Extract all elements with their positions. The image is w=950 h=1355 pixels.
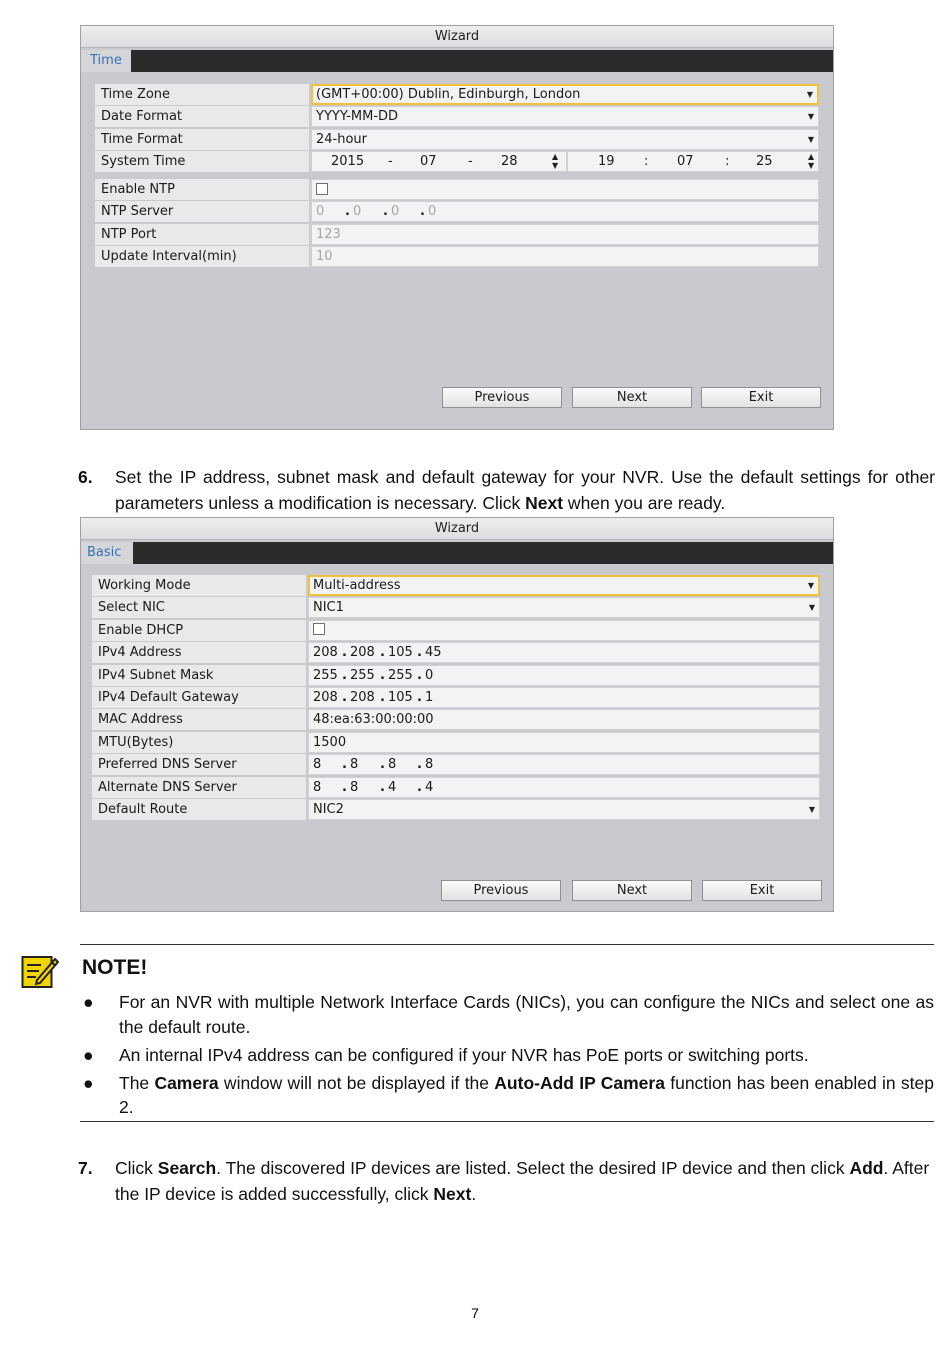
enable-ntp-label: Enable NTP xyxy=(95,179,309,200)
ip-dot: . xyxy=(417,667,422,683)
ip-octet: 0 xyxy=(316,204,325,220)
ip-octet: 8 xyxy=(350,757,359,773)
step-number: 6. xyxy=(78,467,93,487)
chevron-down-icon: ▼ xyxy=(808,603,815,613)
tab-bar xyxy=(81,50,833,72)
tab-bar xyxy=(81,542,833,564)
ip-octet: 208 xyxy=(350,689,375,705)
mtu-label: MTU(Bytes) xyxy=(92,732,306,753)
wizard-time-window xyxy=(80,25,834,430)
spin-up-icon[interactable]: ▲ xyxy=(808,152,815,162)
time-format-label: Time Format xyxy=(95,129,309,150)
system-time-label: System Time xyxy=(95,151,309,172)
step-7 xyxy=(78,1155,935,1207)
row-ipv4-default-gateway xyxy=(92,687,820,708)
wizard-buttons xyxy=(441,880,825,902)
row-date-format xyxy=(95,106,819,127)
ip-dot: . xyxy=(417,689,422,705)
note-bullet xyxy=(80,1043,934,1068)
ntp-server-input[interactable] xyxy=(311,201,819,222)
chevron-down-icon: ▼ xyxy=(807,581,814,590)
step-text-bold: Next xyxy=(525,493,564,513)
select-nic-value: NIC1 xyxy=(313,600,344,616)
ip-dot: . xyxy=(380,757,385,773)
ip-dot: . xyxy=(342,779,347,795)
ntp-port-input[interactable]: 123 xyxy=(311,224,819,245)
enable-ntp-field xyxy=(311,179,819,200)
ip-octet: 8 xyxy=(313,779,322,795)
row-time-zone xyxy=(95,84,819,105)
ip-dot: . xyxy=(383,204,388,220)
row-ntp-server xyxy=(95,201,819,222)
chevron-down-icon: ▼ xyxy=(806,90,813,99)
ip-dot: . xyxy=(380,645,385,661)
ip-octet: 255 xyxy=(350,667,375,683)
ipv4-address-label: IPv4 Address xyxy=(92,642,306,663)
wizard-buttons xyxy=(442,387,822,409)
ip-octet: 0 xyxy=(428,204,437,220)
alternate-dns-label: Alternate DNS Server xyxy=(92,777,306,798)
ip-octet: 4 xyxy=(388,779,397,795)
step-text-part: . xyxy=(471,1184,477,1204)
spin-down-icon[interactable]: ▼ xyxy=(552,161,559,171)
note-bullet xyxy=(80,1071,934,1120)
time-zone-label: Time Zone xyxy=(95,84,309,105)
row-mtu xyxy=(92,732,820,753)
ntp-server-label: NTP Server xyxy=(95,201,309,222)
tab-basic[interactable]: Basic xyxy=(81,542,133,564)
select-nic-label: Select NIC xyxy=(92,597,306,618)
row-alternate-dns xyxy=(92,777,820,798)
month-value: 07 xyxy=(420,154,437,170)
ipv4-default-gateway-input[interactable] xyxy=(308,687,820,708)
ip-dot: . xyxy=(380,667,385,683)
wizard-title: Wizard xyxy=(81,26,833,48)
step-number: 7. xyxy=(78,1158,93,1178)
ip-octet: 208 xyxy=(313,645,338,661)
step-text-part: when you are ready. xyxy=(563,493,726,513)
mac-address-value: 48:ea:63:00:00:00 xyxy=(308,709,820,730)
preferred-dns-label: Preferred DNS Server xyxy=(92,754,306,775)
wizard-title: Wizard xyxy=(81,518,833,540)
note-pencil-icon xyxy=(21,953,59,989)
row-working-mode xyxy=(92,575,820,596)
ip-octet: 208 xyxy=(350,645,375,661)
spin-down-icon[interactable]: ▼ xyxy=(808,161,815,171)
preferred-dns-input[interactable] xyxy=(308,754,820,775)
minute-value: 07 xyxy=(677,154,694,170)
select-nic-select[interactable] xyxy=(308,597,820,618)
system-clock-spinner[interactable] xyxy=(567,151,819,172)
step-text-part: . After the IP device is added successfully, click xyxy=(115,1158,930,1204)
note-bullet xyxy=(80,990,934,1039)
system-date-spinner[interactable] xyxy=(311,151,567,172)
wizard-basic-window xyxy=(80,517,834,912)
row-default-route xyxy=(92,799,820,820)
time-separator: : xyxy=(725,154,730,170)
row-ntp-port xyxy=(95,224,819,245)
date-separator: - xyxy=(468,154,473,170)
ip-dot: . xyxy=(417,779,422,795)
ip-dot: . xyxy=(417,645,422,661)
working-mode-value: Multi-address xyxy=(313,578,401,593)
note-bullet-text: The xyxy=(119,1072,155,1093)
ip-octet: 0 xyxy=(425,667,434,683)
ip-octet: 208 xyxy=(313,689,338,705)
date-separator: - xyxy=(388,154,393,170)
ip-octet: 1 xyxy=(425,689,434,705)
note-bullet-bold: Camera xyxy=(154,1072,219,1093)
note-top-rule xyxy=(80,944,934,945)
row-enable-dhcp xyxy=(92,620,820,641)
note-title: NOTE! xyxy=(82,956,148,979)
ip-octet: 8 xyxy=(388,757,397,773)
next-button[interactable]: Next xyxy=(572,880,692,901)
note-bullet-text: An internal IPv4 address can be configured if your NVR has PoE ports or switching ports. xyxy=(119,1044,809,1065)
tab-time[interactable]: Time xyxy=(81,50,131,72)
day-value: 28 xyxy=(501,154,518,170)
date-format-label: Date Format xyxy=(95,106,309,127)
ipv4-subnet-mask-label: IPv4 Subnet Mask xyxy=(92,665,306,686)
ip-octet: 0 xyxy=(391,204,400,220)
ip-octet: 45 xyxy=(425,645,442,661)
row-ipv4-address xyxy=(92,642,820,663)
row-enable-ntp xyxy=(95,179,819,200)
row-time-format xyxy=(95,129,819,150)
alternate-dns-input[interactable] xyxy=(308,777,820,798)
time-separator: : xyxy=(644,154,649,170)
time-zone-select[interactable] xyxy=(311,84,819,105)
time-format-select[interactable] xyxy=(311,129,819,150)
time-format-value: 24-hour xyxy=(316,131,368,147)
ntp-settings-group xyxy=(95,179,819,269)
hour-value: 19 xyxy=(598,154,615,170)
enable-dhcp-label: Enable DHCP xyxy=(92,620,306,641)
time-settings-group-1 xyxy=(95,84,819,174)
enable-dhcp-field xyxy=(308,620,820,641)
chevron-down-icon: ▼ xyxy=(807,134,814,144)
step-text-bold: Add xyxy=(849,1158,884,1178)
chevron-down-icon: ▼ xyxy=(808,804,815,814)
row-update-interval xyxy=(95,246,819,267)
ipv4-subnet-mask-input[interactable] xyxy=(308,665,820,686)
ip-octet: 255 xyxy=(388,667,413,683)
step-6 xyxy=(78,464,935,516)
note-bullet-text: function has been enabled in step 2. xyxy=(119,1072,934,1117)
ip-dot: . xyxy=(417,757,422,773)
bullet-dot: ● xyxy=(83,1044,94,1065)
row-preferred-dns xyxy=(92,754,820,775)
second-value: 25 xyxy=(756,154,773,170)
ip-octet: 8 xyxy=(350,779,359,795)
mtu-input[interactable]: 1500 xyxy=(308,732,820,753)
chevron-down-icon: ▼ xyxy=(807,112,814,122)
bullet-dot: ● xyxy=(83,992,94,1012)
next-button[interactable]: Next xyxy=(572,387,692,408)
ip-dot: . xyxy=(380,779,385,795)
exit-button[interactable]: Exit xyxy=(702,880,822,901)
ipv4-default-gateway-label: IPv4 Default Gateway xyxy=(92,687,306,708)
update-interval-input[interactable]: 10 xyxy=(311,246,819,267)
ip-dot: . xyxy=(420,204,425,220)
previous-button[interactable]: Previous xyxy=(442,387,562,408)
step-text-part: Set the IP address, subnet mask and default gateway for your NVR. Use the default settings for other parameters unless a modification is necessary. Click xyxy=(115,467,935,513)
row-system-time xyxy=(95,151,819,172)
exit-button[interactable]: Exit xyxy=(701,387,821,408)
ipv4-address-input[interactable] xyxy=(308,642,820,663)
ip-octet: 4 xyxy=(425,779,434,795)
step-text xyxy=(115,1155,935,1207)
ip-octet: 105 xyxy=(388,689,413,705)
note-bullet-bold: Auto-Add IP Camera xyxy=(494,1072,665,1093)
default-route-value: NIC2 xyxy=(313,801,344,817)
ip-octet: 255 xyxy=(313,667,338,683)
note-bottom-rule xyxy=(80,1121,934,1122)
ip-dot: . xyxy=(342,667,347,683)
working-mode-select[interactable] xyxy=(308,575,820,596)
date-format-value: YYYY-MM-DD xyxy=(316,109,399,125)
update-interval-label: Update Interval(min) xyxy=(95,246,309,267)
bullet-dot: ● xyxy=(83,1072,94,1093)
ip-octet: 0 xyxy=(353,204,362,220)
ip-octet: 8 xyxy=(313,757,322,773)
row-select-nic xyxy=(92,597,820,618)
previous-button[interactable]: Previous xyxy=(441,880,561,901)
ip-dot: . xyxy=(342,757,347,773)
note-bullet-text: window will not be displayed if the xyxy=(218,1072,495,1093)
note-bullet-text: For an NVR with multiple Network Interface Cards (NICs), you can configure the NICs and select one as the default route. xyxy=(119,992,934,1037)
time-zone-value: (GMT+00:00) Dublin, Edinburgh, London xyxy=(316,87,581,102)
row-ipv4-subnet-mask xyxy=(92,665,820,686)
ntp-port-label: NTP Port xyxy=(95,224,309,245)
ip-dot: . xyxy=(345,204,350,220)
year-value: 2015 xyxy=(331,154,365,170)
ip-octet: 8 xyxy=(425,757,434,773)
ip-dot: . xyxy=(342,689,347,705)
spin-up-icon[interactable]: ▲ xyxy=(552,152,559,162)
default-route-select[interactable] xyxy=(308,799,820,820)
page-number: 7 xyxy=(471,1305,479,1321)
ip-dot: . xyxy=(342,645,347,661)
step-text-part: . The discovered IP devices are listed. Select the desired IP device and then click xyxy=(216,1158,850,1178)
date-format-select[interactable] xyxy=(311,106,819,127)
step-text-bold: Next xyxy=(433,1184,472,1204)
step-text-bold: Search xyxy=(157,1158,217,1178)
step-text xyxy=(115,464,935,516)
ip-octet: 105 xyxy=(388,645,413,661)
enable-dhcp-checkbox[interactable] xyxy=(313,623,325,635)
mac-address-label: MAC Address xyxy=(92,709,306,730)
row-mac-address xyxy=(92,709,820,730)
note-bullets xyxy=(80,990,934,1123)
working-mode-label: Working Mode xyxy=(92,575,306,596)
default-route-label: Default Route xyxy=(92,799,306,820)
enable-ntp-checkbox[interactable] xyxy=(316,183,328,195)
network-settings-group xyxy=(92,575,820,821)
ip-dot: . xyxy=(380,689,385,705)
step-text-part: Click xyxy=(115,1158,158,1178)
